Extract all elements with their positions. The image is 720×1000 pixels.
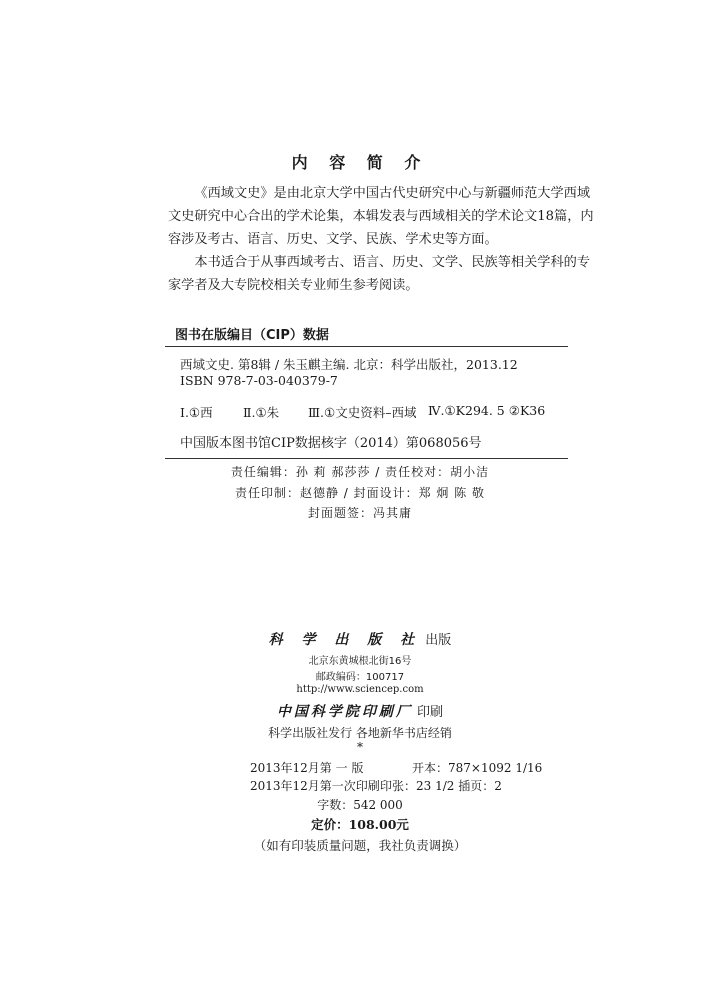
printer-logo-text: 中国科学院印刷厂 <box>276 704 413 720</box>
cip-class-2: Ⅱ.①朱 <box>243 405 280 420</box>
format-size: 开本：787×1092 1/16 <box>412 761 543 775</box>
quality-notice: （如有印装质量问题，我社负责调换） <box>253 838 467 853</box>
cip-record-number: 中国版本图书馆CIP数据核字（2014）第068056号 <box>180 436 482 451</box>
cip-heading: 图书在版编目（CIP）数据 <box>175 328 329 343</box>
distribution-line: 科学出版社发行 各地新华书店经销 <box>268 726 452 740</box>
edition-row <box>250 759 543 776</box>
summary-p2-line-1: 本书适合于从事西域考古、语言、历史、文学、民族等相关学科的专 <box>194 255 591 270</box>
cip-class-3: Ⅲ.①文史资料–西域 <box>308 405 417 420</box>
word-count: 字数：542 000 <box>317 798 403 812</box>
credits-cover-title: 封面题签：冯其庸 <box>307 506 412 520</box>
printer-suffix: 印刷 <box>412 705 444 720</box>
publisher-line <box>0 629 720 649</box>
separator-star: * <box>357 740 363 754</box>
printer-line <box>0 701 720 721</box>
edition-date: 2013年12月第 一 版 <box>250 761 364 775</box>
publisher-url: http://www.sciencep.com <box>296 684 424 695</box>
cip-bottom-rule <box>165 458 568 459</box>
publisher-zipcode: 邮政编码：100717 <box>315 672 405 683</box>
price-line <box>0 815 720 833</box>
summary-p1-line-2: 文史研究中心合出的学术论集，本辑发表与西域相关的学术论文18篇，内 <box>168 209 594 224</box>
price-value: 108.00元 <box>348 817 409 832</box>
printing-row <box>250 777 502 794</box>
publisher-suffix: 出版 <box>421 633 452 648</box>
summary-p1-line-3: 容涉及考古、语言、历史、文学、民族、学术史等方面。 <box>168 232 498 247</box>
printing-date: 2013年12月第一次印刷 <box>250 779 380 793</box>
credits-editors: 责任编辑：孙 莉 郝莎莎 / 责任校对：胡小洁 <box>230 465 490 479</box>
cip-title-line: 西域文史. 第8辑 / 朱玉麒主编. 北京：科学出版社，2013.12 <box>180 357 518 372</box>
credits-production: 责任印制：赵德静 / 封面设计：郑 炯 陈 敬 <box>234 486 486 500</box>
cip-class-4: Ⅳ.①K294. 5 ②K36 <box>428 403 546 418</box>
cip-top-rule <box>165 346 568 347</box>
sheets-plates: 印张：23 1/2 插页：2 <box>380 779 502 793</box>
publisher-logo-text: 科 学 出 版 社 <box>268 632 422 648</box>
price-label: 定价： <box>311 817 349 832</box>
summary-heading: 内 容 简 介 <box>291 153 429 172</box>
summary-paragraph-1 <box>168 182 594 251</box>
cip-isbn-line: ISBN 978-7-03-040379-7 <box>180 373 338 388</box>
summary-p1-line-1: 《西域文史》是由北京大学中国古代史研究中心与新疆师范大学西域 <box>194 186 591 201</box>
summary-p2-line-2: 家学者及大专院校相关专业师生参考阅读。 <box>168 278 419 293</box>
cip-class-1: Ⅰ.①西 <box>180 405 213 420</box>
summary-paragraph-2 <box>168 251 591 297</box>
publisher-address: 北京东黄城根北街16号 <box>308 656 412 667</box>
